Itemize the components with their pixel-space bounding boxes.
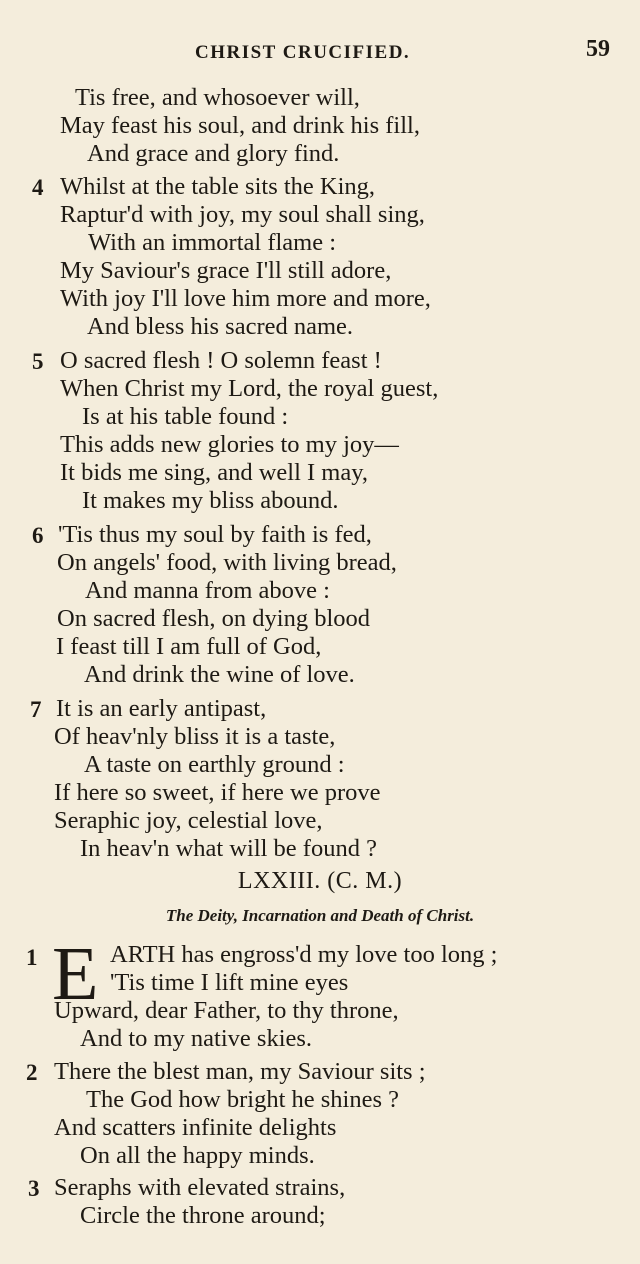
verse-line: It bids me sing, and well I may, bbox=[60, 459, 369, 486]
verse-line: This adds new glories to my joy— bbox=[60, 431, 399, 458]
verse-line: With joy I'll love him more and more, bbox=[60, 285, 431, 312]
verse-line: Whilst at the table sits the King, bbox=[60, 173, 376, 200]
verse-line: And bless his sacred name. bbox=[87, 313, 354, 340]
verse-line: Circle the throne around; bbox=[80, 1202, 326, 1229]
stanza-number: 5 bbox=[32, 349, 44, 374]
verse-line: On sacred flesh, on dying blood bbox=[57, 605, 370, 632]
verse-line: And manna from above : bbox=[85, 577, 330, 604]
hymn-title: LXXIII. (C. M.) bbox=[237, 868, 403, 894]
running-title: CHRIST CRUCIFIED. bbox=[195, 42, 411, 63]
verse-line: If here so sweet, if here we prove bbox=[54, 779, 381, 806]
verse-line: My Saviour's grace I'll still adore, bbox=[60, 257, 392, 284]
stanza-number: 4 bbox=[32, 175, 44, 200]
verse-line: Raptur'd with joy, my soul shall sing, bbox=[60, 201, 425, 228]
stanza-number: 1 bbox=[26, 945, 38, 970]
verse-line: 'Tis time I lift mine eyes bbox=[110, 969, 349, 996]
verse-line: A taste on earthly ground : bbox=[84, 751, 345, 778]
verse-line: When Christ my Lord, the royal guest, bbox=[60, 375, 439, 402]
verse-line: With an immortal flame : bbox=[88, 229, 337, 256]
page-number: 59 bbox=[586, 36, 610, 62]
verse-line: It makes my bliss abound. bbox=[82, 487, 339, 514]
verse-line: Upward, dear Father, to thy throne, bbox=[54, 997, 399, 1024]
verse-line: Seraphs with elevated strains, bbox=[54, 1174, 346, 1201]
verse-line: Seraphic joy, celestial love, bbox=[54, 807, 323, 834]
verse-line: 'Tis thus my soul by faith is fed, bbox=[58, 521, 372, 548]
verse-line: On all the happy minds. bbox=[80, 1142, 315, 1169]
verse-line: The God how bright he shines ? bbox=[86, 1086, 399, 1113]
stanza-number: 6 bbox=[32, 523, 44, 548]
verse-line: In heav'n what will be found ? bbox=[80, 835, 377, 862]
verse-line: And grace and glory find. bbox=[87, 140, 340, 167]
page-header bbox=[0, 36, 640, 72]
drop-cap: E bbox=[52, 932, 99, 1016]
verse-line: It is an early antipast, bbox=[56, 695, 267, 722]
stanza-number: 7 bbox=[30, 697, 42, 722]
verse-line: May feast his soul, and drink his fill, bbox=[60, 112, 420, 139]
verse-line: Tis free, and whosoever will, bbox=[75, 84, 360, 111]
verse-line: And drink the wine of love. bbox=[84, 661, 355, 688]
hymn-subtitle: The Deity, Incarnation and Death of Christ. bbox=[165, 906, 475, 925]
stanza-number: 2 bbox=[26, 1060, 38, 1085]
verse-line: There the blest man, my Saviour sits ; bbox=[54, 1058, 426, 1085]
verse-line: Is at his table found : bbox=[82, 403, 289, 430]
verse-line: And to my native skies. bbox=[80, 1025, 313, 1052]
verse-line: Of heav'nly bliss it is a taste, bbox=[54, 723, 336, 750]
verse-line: ARTH has engross'd my love too long ; bbox=[110, 941, 498, 968]
verse-line: O sacred flesh ! O solemn feast ! bbox=[60, 347, 382, 374]
stanza-number: 3 bbox=[28, 1176, 40, 1201]
verse-line: I feast till I am full of God, bbox=[56, 633, 322, 660]
verse-line: And scatters infinite delights bbox=[54, 1114, 337, 1141]
verse-line: On angels' food, with living bread, bbox=[57, 549, 397, 576]
